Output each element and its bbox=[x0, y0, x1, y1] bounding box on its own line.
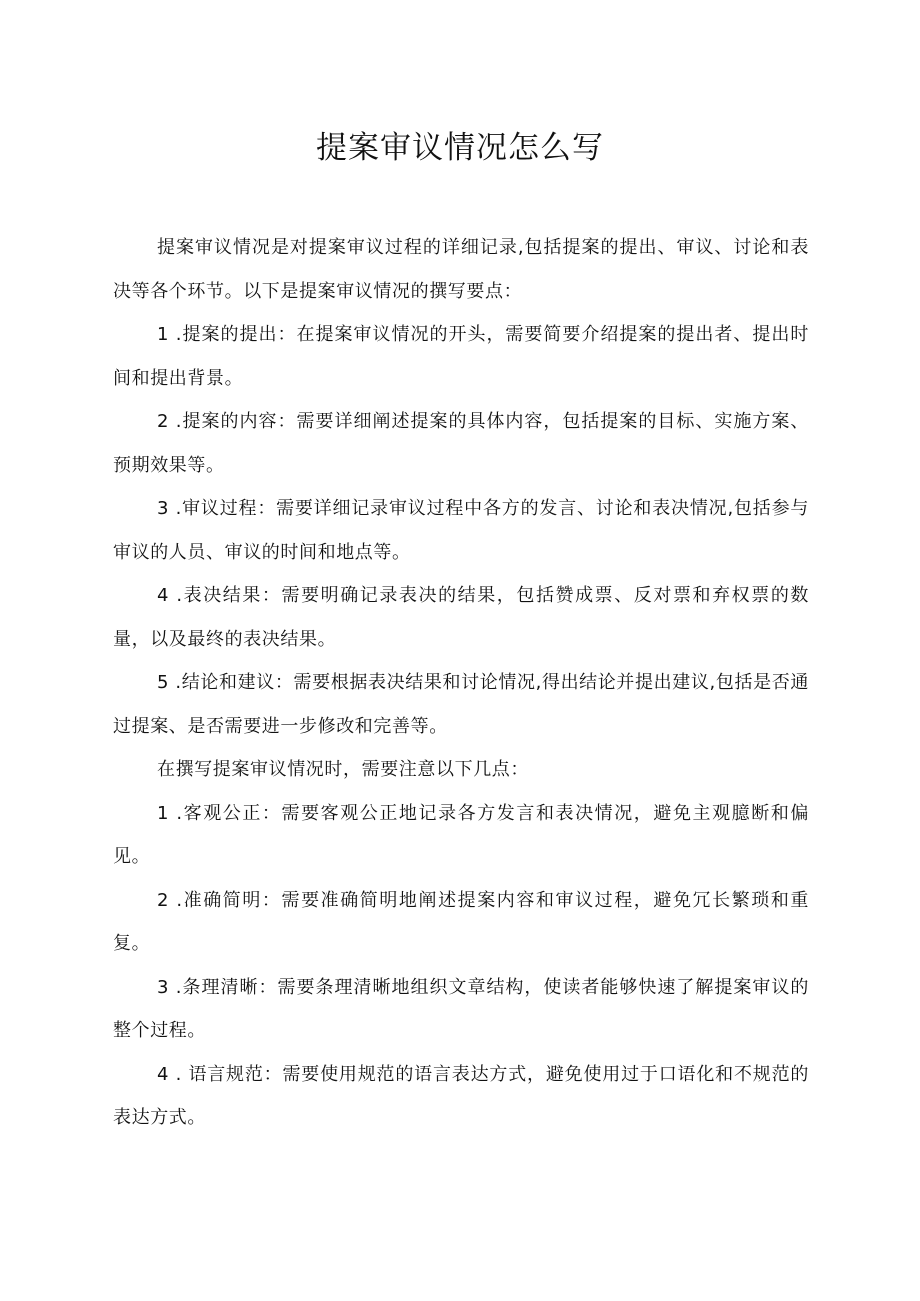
document-title: 提案审议情况怎么写 bbox=[316, 130, 604, 166]
notes-intro-paragraph: 在撰写提案审议情况时，需要注意以下几点： bbox=[157, 759, 529, 780]
note-4: 4 . 语言规范：需要使用规范的语言表达方式，避免使用过于口语化和不规范的表达方式。 bbox=[113, 1063, 809, 1128]
note-1: 1 .客观公正：需要客观公正地记录各方发言和表决情况，避免主观臆断和偏见。 bbox=[113, 802, 809, 867]
point-3: 3 .审议过程：需要详细记录审议过程中各方的发言、讨论和表决情况,包括参与审议的人员、审议的时间和地点等。 bbox=[113, 498, 809, 563]
point-1: 1 .提案的提出：在提案审议情况的开头，需要简要介绍提案的提出者、提出时间和提出背景。 bbox=[113, 324, 809, 389]
point-2: 2 .提案的内容：需要详细阐述提案的具体内容，包括提案的目标、实施方案、预期效果等。 bbox=[113, 411, 809, 476]
note-3: 3 .条理清晰：需要条理清晰地组织文章结构，使读者能够快速了解提案审议的整个过程。 bbox=[113, 976, 809, 1041]
intro-paragraph: 提案审议情况是对提案审议过程的详细记录,包括提案的提出、审议、讨论和表决等各个环节。以下是提案审议情况的撰写要点： bbox=[113, 237, 809, 302]
document-body bbox=[113, 226, 809, 1140]
point-4: 4 .表决结果：需要明确记录表决的结果，包括赞成票、反对票和弃权票的数量，以及最终的表决结果。 bbox=[113, 585, 809, 650]
note-2: 2 .准确简明：需要准确简明地阐述提案内容和审议过程，避免冗长繁琐和重复。 bbox=[113, 889, 809, 954]
point-5: 5 .结论和建议：需要根据表决结果和讨论情况,得出结论并提出建议,包括是否通过提案、是否需要进一步修改和完善等。 bbox=[113, 672, 809, 737]
